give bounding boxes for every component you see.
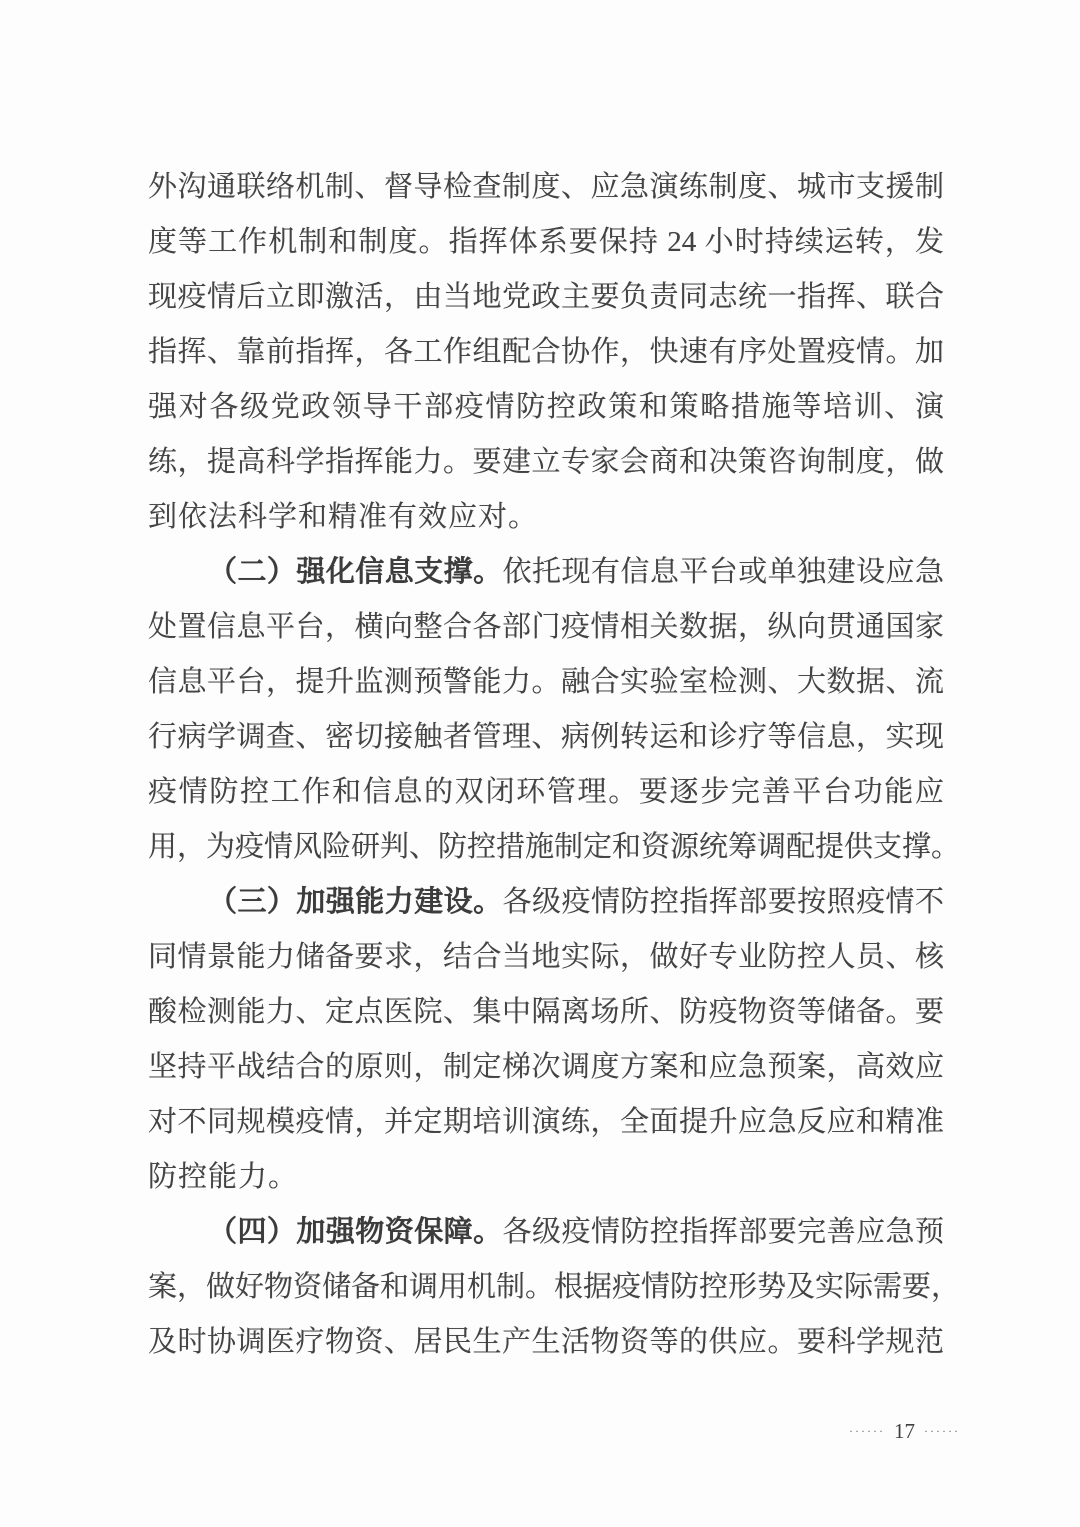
- line-text: 各级疫情防控指挥部要完善应急预: [502, 1216, 944, 1248]
- section-heading: （三）加强能力建设。: [208, 886, 503, 918]
- text-line-paragraph-end: 到依法科学和精准有效应对。: [148, 501, 539, 533]
- text-line: 案，做好物资储备和调用机制。根据疫情防控形势及实际需要，: [148, 1271, 961, 1303]
- line-text: 依托现有信息平台或单独建设应急: [502, 556, 944, 588]
- text-line: 信息平台，提升监测预警能力。融合实验室检测、大数据、流: [148, 666, 944, 698]
- paragraph-lead-line: [148, 545, 944, 600]
- text-line: 酸检测能力、定点医院、集中隔离场所、防疫物资等储备。要: [148, 996, 944, 1028]
- page-footer: [849, 1416, 960, 1446]
- text-line: 练，提高科学指挥能力。要建立专家会商和决策咨询制度，做: [148, 446, 944, 478]
- paragraph-lead-line: [148, 875, 944, 930]
- document-body: [148, 160, 961, 1370]
- text-line: 对不同规模疫情，并定期培训演练，全面提升应急反应和精准: [148, 1106, 944, 1138]
- text-line: 现疫情后立即激活，由当地党政主要负责同志统一指挥、联合: [148, 281, 944, 313]
- text-line: 用，为疫情风险研判、防控措施制定和资源统筹调配提供支撑。: [148, 831, 961, 863]
- text-line: 外沟通联络机制、督导检查制度、应急演练制度、城市支援制: [148, 171, 944, 203]
- text-line: 同情景能力储备要求，结合当地实际，做好专业防控人员、核: [148, 941, 944, 973]
- text-line: 行病学调查、密切接触者管理、病例转运和诊疗等信息，实现: [148, 721, 944, 753]
- line-text: 各级疫情防控指挥部要按照疫情不: [502, 886, 944, 918]
- page-number: 17: [894, 1419, 916, 1443]
- text-line: 指挥、靠前指挥，各工作组配合协作，快速有序处置疫情。加: [148, 336, 944, 368]
- section-heading: （二）强化信息支撑。: [208, 556, 503, 588]
- text-line: 处置信息平台，横向整合各部门疫情相关数据，纵向贯通国家: [148, 611, 944, 643]
- text-line: 疫情防控工作和信息的双闭环管理。要逐步完善平台功能应: [148, 776, 944, 808]
- text-line: 度等工作机制和制度。指挥体系要保持 24 小时持续运转，发: [148, 226, 944, 258]
- text-line: 坚持平战结合的原则，制定梯次调度方案和应急预案，高效应: [148, 1051, 944, 1083]
- text-line: 及时协调医疗物资、居民生产生活物资等的供应。要科学规范: [148, 1326, 944, 1358]
- paragraph-lead-line: [148, 1205, 944, 1260]
- text-line: 强对各级党政领导干部疫情防控政策和策略措施等培训、演: [148, 391, 944, 423]
- section-heading: （四）加强物资保障。: [208, 1216, 503, 1248]
- footer-dots-right: ······: [924, 1424, 960, 1438]
- footer-dots-left: ······: [849, 1424, 886, 1438]
- text-line-paragraph-end: 防控能力。: [148, 1161, 299, 1193]
